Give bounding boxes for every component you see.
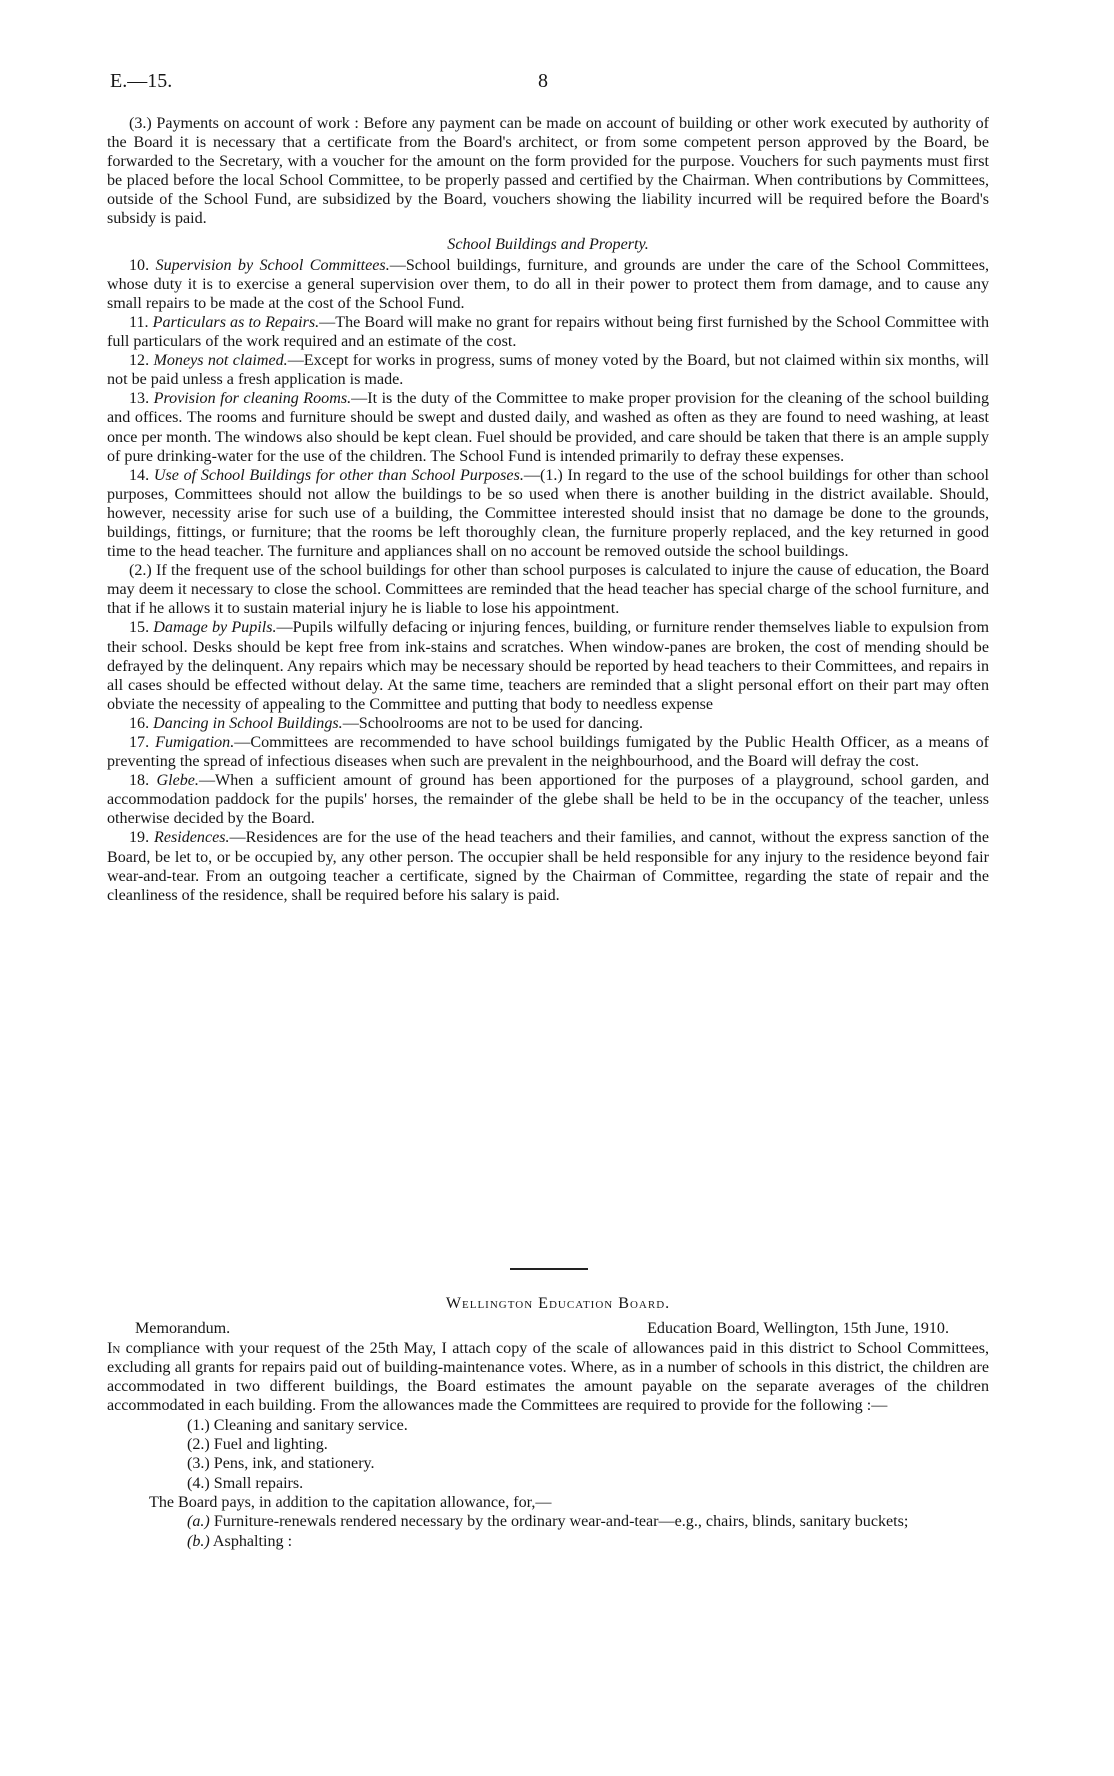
board-items-list — [187, 1512, 989, 1551]
board-pays-line: The Board pays, in addition to the capitation allowance, for,— — [149, 1493, 552, 1511]
paragraph-title: Supervision by School Committees. — [155, 256, 390, 274]
paragraph-text: —The Board will make no grant for repairs without being first furnished by the School Committee with full particulars of the work required and an estimate of the cost. — [107, 313, 989, 351]
paragraph-10 — [107, 256, 989, 313]
paragraph-title: Fumigation. — [155, 734, 235, 751]
paragraph-19 — [107, 828, 989, 904]
item-label: (b.) — [187, 1532, 210, 1550]
memo-dateline: Education Board, Wellington, 15th June, 1910. — [647, 1320, 949, 1338]
memorandum — [107, 1294, 989, 1551]
item-text: Asphalting : — [209, 1532, 293, 1550]
paragraph-12 — [107, 351, 989, 389]
memo-body-text: compliance with your request of the 25th May, I attach copy of the scale of allowances paid in this district to School Committees, excluding all grants for repairs paid out of building-maintenance votes. Where, as in a number of schools in this district, the children are accommodated in two different buildings, the Board estimates the amount payable on the separate averages of the children accommodated in each building. From the allowances made the Committees are required to provide for the following :— — [107, 1339, 989, 1415]
paragraph-11 — [107, 313, 989, 351]
paragraph-title: Residences. — [154, 829, 230, 847]
paragraph-text: (2.) If the frequent use of the school buildings for other than school purposes is calculated to injure the cause of education, the Board may deem it necessary to close the school. Committees are reminded that the head teacher has special charge of the school furniture, and that if he allows it to sustain material injury he is liable to lose his appointment. — [107, 562, 989, 618]
section-heading: School Buildings and Property. — [447, 235, 649, 253]
paragraph-title: Provision for cleaning Rooms. — [153, 390, 352, 408]
list-item — [187, 1512, 989, 1531]
list-item: (2.) Fuel and lighting. — [187, 1436, 328, 1454]
list-item: (4.) Small repairs. — [187, 1474, 304, 1492]
memo-body — [107, 1339, 989, 1416]
paragraph-number: 19. — [129, 829, 150, 847]
paragraph-number: 11. — [129, 313, 149, 331]
paragraph-text: —Pupils wilfully defacing or injuring fences, building, or furniture render themselves liable to expulsion from their school. Desks should be kept free from ink-stains and scratches. When window-panes are broken, the cost of mending should be defrayed by the delinquent. Any repairs which may be necessary should be reported by head teachers to their Committees, and repairs in all cases should be effected without delay. At the same time, teachers are reminded that a slight personal effort on their part may often obviate the necessity of appealing to the Committee and putting that body to needless expense — [107, 619, 989, 713]
paragraph-text: —When a sufficient amount of ground has been apportioned for the purposes of a playground, school garden, and accommodation paddock for the pupils' horses, the remainder of the glebe shall be held to be in the occupancy of the teacher, unless otherwise decided by the Board. — [107, 772, 989, 828]
paragraph-title: Glebe. — [156, 772, 199, 790]
paragraph-number: 17. — [129, 734, 150, 751]
paragraph-text: —It is the duty of the Committee to make proper provision for the cleaning of the school building and offices. The rooms and furniture should be swept and dusted daily, and washed as often as they are found to need washing, at least once per month. The windows also should be kept clean. Fuel should be provided, and care should be taken that there is an ample supply of pure drinking-water for the use of the children. The School Fund is intended primarily to defray these expenses. — [107, 390, 989, 465]
paragraph-text: —Committees are recommended to have school buildings fumigated by the Public Health Officer, as a means of preventing the spread of infectious diseases when such are prevalent in the neighbourhood, and the Board will defray the cost. — [107, 734, 989, 771]
paragraph-16 — [107, 714, 989, 733]
paragraph-number: 18. — [129, 772, 150, 790]
paragraph-number: 15. — [129, 619, 150, 637]
paragraph-17 — [107, 733, 989, 771]
paragraph-number: 14. — [129, 466, 150, 484]
paragraph-13 — [107, 389, 989, 465]
section-divider — [510, 1268, 588, 1270]
memo-opening-word: In — [107, 1339, 121, 1357]
page-number: 8 — [538, 70, 548, 92]
paragraph-text: —Residences are for the use of the head teachers and their families, and cannot, without the express sanction of the Board, be let to, or be occupied by, any other person. The occupier shall be held responsible for any injury to the residence beyond fair wear-and-tear. From an outgoing teacher a certificate, signed by the Chairman of Committee, regarding the state of repair and the cleanliness of the residence, shall be required before his salary is paid. — [107, 829, 989, 904]
paragraph-14-2 — [107, 561, 989, 618]
paragraph-title: Moneys not claimed. — [153, 352, 288, 370]
paragraph-14 — [107, 466, 989, 561]
paragraph-text: —Except for works in progress, sums of money voted by the Board, but not claimed within six months, will not be paid unless a fresh application is made. — [107, 352, 989, 389]
item-label: (a.) — [187, 1513, 210, 1531]
paragraph-number: 12. — [129, 352, 150, 370]
list-item: (1.) Cleaning and sanitary service. — [187, 1416, 408, 1434]
memo-label: Memorandum. — [135, 1320, 231, 1338]
paragraph-text: —School buildings, furniture, and grounds are under the care of the School Committees, whose duty it is to exercise a general supervision over them, to do all in their power to protect them from damage, and to cause any small repairs to be made at the cost of the School Fund. — [107, 256, 989, 312]
memo-header-row — [107, 1319, 989, 1338]
paragraph-number: 10. — [129, 256, 150, 274]
list-item: (3.) Pens, ink, and stationery. — [187, 1455, 375, 1473]
paragraph-title: Damage by Pupils. — [153, 619, 277, 637]
intro-paragraph: (3.) Payments on account of work : Before any payment can be made on account of building or other work executed by authority of the Board it is necessary that a certificate from the Board's architect, or from some competent person approved by the Board, be forwarded to the Secretary, with a voucher for the amount on the form provided for the purpose. Vouchers for such payments must first be placed before the local School Committee, to be properly passed and certified by the Chairman. When contributions by Committees, outside of the School Fund, are subsidized by the Board, vouchers showing the liability incurred will be required before the Board's subsidy is paid. — [107, 115, 989, 228]
list-item — [187, 1532, 989, 1551]
paragraph-text: —Schoolrooms are not to be used for dancing. — [342, 714, 644, 732]
paragraph-title: Use of School Buildings for other than School Purposes. — [153, 466, 524, 484]
regulations-body — [107, 114, 989, 905]
memo-title: Wellington Education Board. — [445, 1295, 671, 1312]
document-code: E.—15. — [110, 70, 173, 92]
paragraph-number: 16. — [129, 714, 150, 732]
paragraph-text: —(1.) In regard to the use of the school buildings for other than school purposes, Committees should not allow the buildings to be so used when there is another building in the district available. Should, however, necessity arise for such use of a building, the Committee interested should insist that no damage be done to the grounds, buildings, fittings, or furniture; that the rooms be left thoroughly clean, the furniture properly replaced, and the key returned in good time to the head teacher. The furniture and appliances shall on no account be removed outside the school buildings. — [107, 466, 989, 561]
paragraph-18 — [107, 771, 989, 828]
paragraph-number: 13. — [129, 390, 150, 408]
item-text: Furniture-renewals rendered necessary by the ordinary wear-and-tear—e.g., chairs, blinds, sanitary buckets; — [209, 1513, 909, 1531]
required-items-list — [187, 1416, 989, 1493]
paragraph-title: Dancing in School Buildings. — [153, 714, 343, 732]
paragraph-15 — [107, 618, 989, 713]
paragraph-title: Particulars as to Repairs. — [152, 313, 320, 331]
